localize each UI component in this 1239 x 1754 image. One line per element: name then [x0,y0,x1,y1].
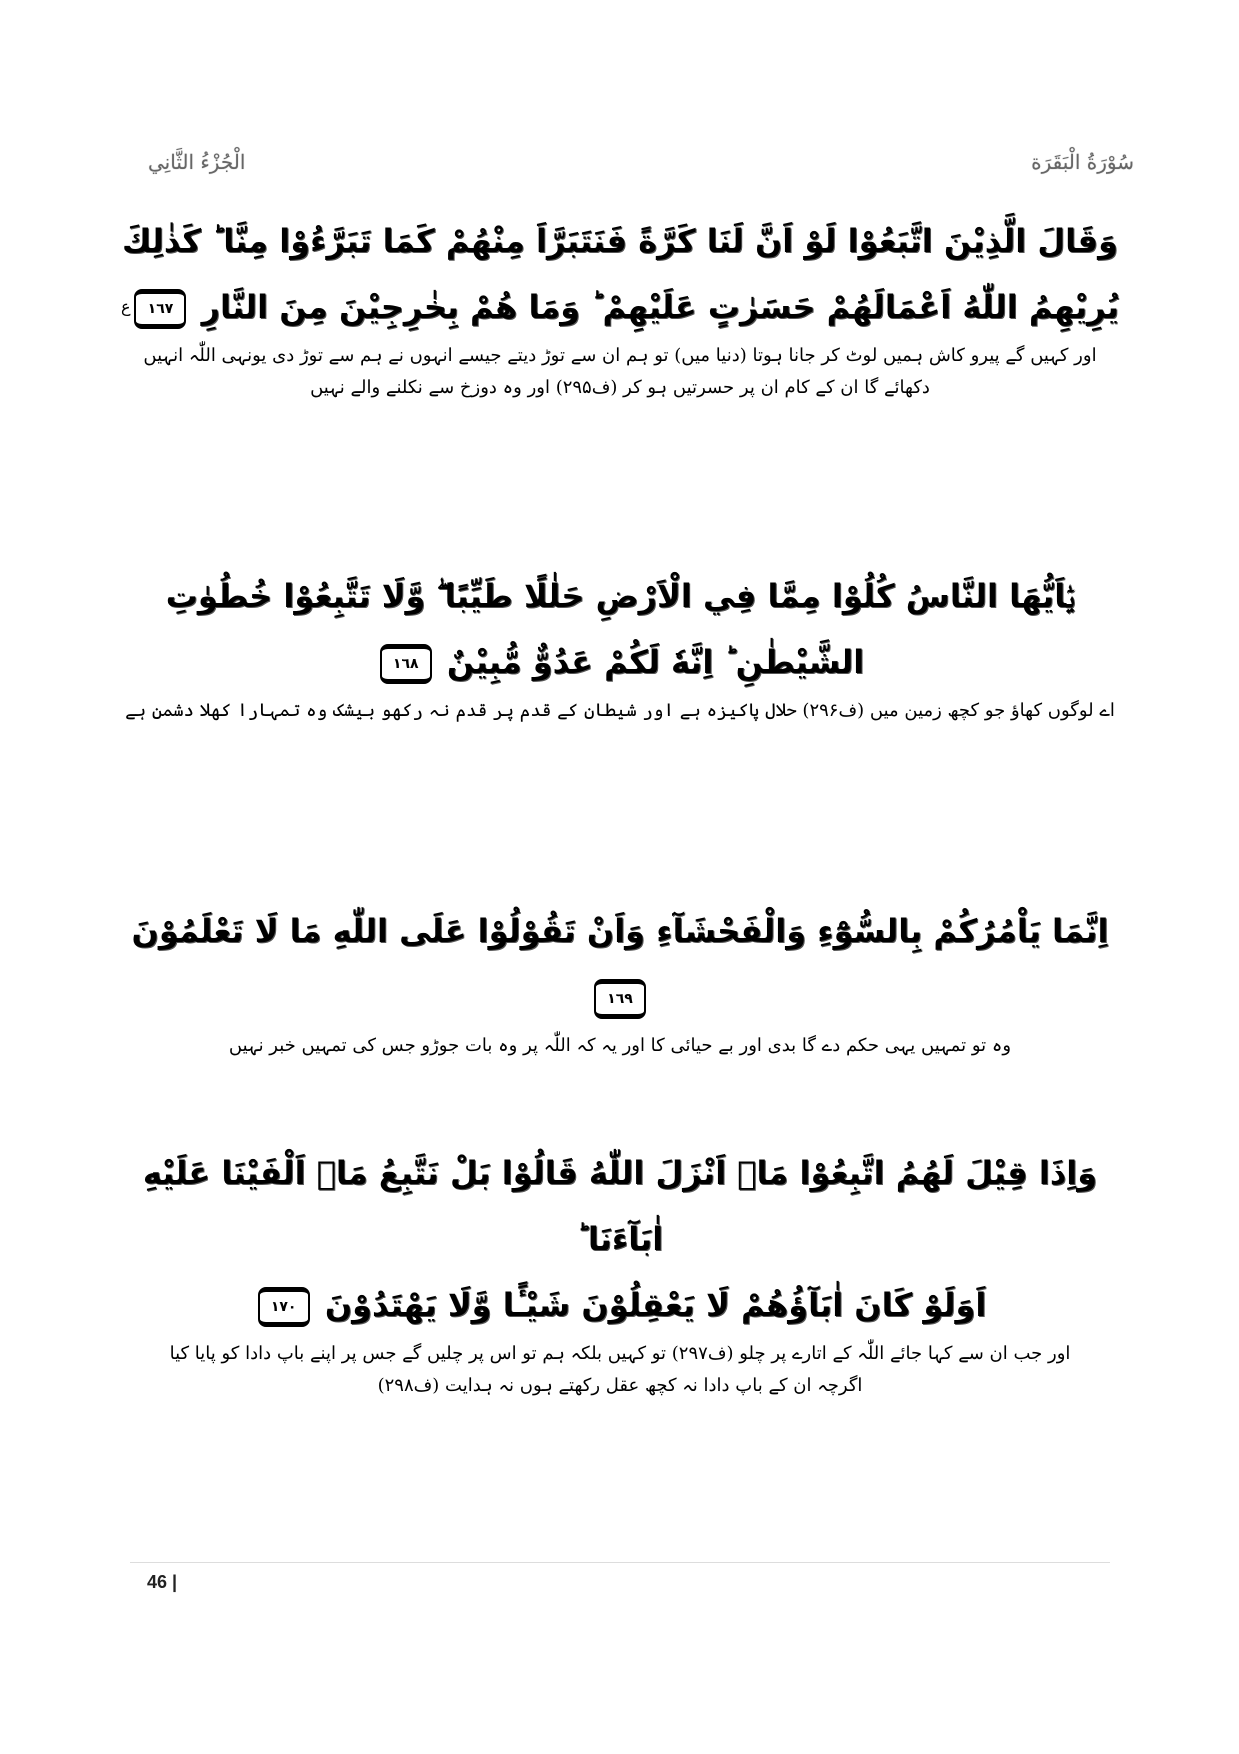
urdu-translation-line: اور کہیں گے پیرو کاش ہمیں لوٹ کر جانا ہوتا (دنیا میں) تو ہم ان سے توڑ دیتے جیسے انہوں نے ہم سے توڑ دی یونہی اللّٰہ انہیں [143,345,1097,366]
arabic-verse-text: اِنَّمَا يَاْمُرُكُمْ بِالسُّوْٓءِ وَالْفَحْشَآءِ وَاَنْ تَقُوْلُوْا عَلَى اللّٰهِ مَا لَا تَعْلَمُوْنَ [131,912,1109,950]
ayah-number-marker: ١٦٨ [380,644,432,684]
arabic-verse-text: اَوَلَوْ كَانَ اٰبَآؤُهُمْ لَا يَعْقِلُوْنَ شَيْـًٔا وَّلَا يَهْتَدُوْنَ [324,1286,987,1324]
verse-block-169 [120,898,1120,1062]
verse-block-168 [120,563,1120,727]
arabic-verse-text: يُرِيْهِمُ اللّٰهُ اَعْمَالَهُمْ حَسَرٰتٍ عَلَيْهِمْ ؕ وَمَا هُمْ بِخٰرِجِيْنَ مِنَ النَّارِ [201,288,1120,326]
arabic-verse-line: وَقَالَ الَّذِيْنَ اتَّبَعُوْا لَوْ اَنَّ لَنَا كَرَّةً فَنَتَبَرَّاَ مِنْهُمْ كَمَا تَبَرَّءُوْا مِنَّا ؕ كَذٰلِكَ [122,222,1118,260]
urdu-translation-line: اور جب ان سے کہا جائے اللّٰہ کے اتارے پر چلو (ف۲۹۷) تو کہیں بلکہ ہم تو اس پر چلیں گے جس پر اپنے باپ دادا کو پایا کیا [169,1343,1071,1364]
page-number-value: 46 [147,1572,168,1592]
footer-divider [130,1562,1110,1563]
verse-block-167 [120,208,1120,404]
arabic-verse-line: وَاِذَا قِيْلَ لَهُمُ اتَّبِعُوْا مَاۤ اَنْزَلَ اللّٰهُ قَالُوْا بَلْ نَتَّبِعُ مَاۤ اَلْفَيْنَا عَلَيْهِ اٰبَآءَنَا ؕ [142,1154,1098,1258]
ayah-number-marker: ١٦٧ [134,289,186,329]
ayah-number-marker: ١٦٩ [594,979,646,1019]
urdu-translation-line: اگرچہ ان کے باپ دادا نہ کچھ عقل رکھتے ہوں نہ ہدایت (ف۲۹۸) [377,1375,863,1396]
urdu-translation-line: دکھائے گا ان کے کام ان پر حسرتیں ہو کر (ف۲۹۵) اور وہ دوزخ سے نکلنے والے نہیں [310,377,930,398]
page-number-separator: | [172,1572,178,1592]
verse-block-170 [120,1140,1120,1402]
page-number [147,1572,177,1593]
arabic-verse-line: يٰۤاَيُّهَا النَّاسُ كُلُوْا مِمَّا فِي الْاَرْضِ حَلٰلًا طَيِّبًا ۖ وَّلَا تَتَّبِعُوْا خُطُوٰتِ [165,577,1075,615]
ruku-mark: ع [120,297,131,316]
arabic-verse-line [120,629,1120,695]
urdu-translation-line: اے لوگوں کھاؤ جو کچھ زمین میں (ف۲۹۶) حلال پاکیزہ ہے اور شیطان کے قدم پر قدم نہ رکھو بیشک وہ تمہارا کھلا دشمن ہے [125,700,1115,721]
ayah-number-marker: ١٧٠ [258,1287,310,1327]
surah-name-header: سُوْرَةُ الْبَقَرَة [1031,150,1134,174]
urdu-translation-line: وہ تو تمہیں یہی حکم دے گا بدی اور بے حیائی کا اور یہ کہ اللّٰہ پر وہ بات جوڑو جس کی تمہیں خبر نہیں [228,1035,1012,1056]
arabic-verse-line [120,1272,1120,1338]
juz-name-header: الْجُزْءُ الثَّانِي [148,150,246,174]
arabic-verse-text: الشَّيْطٰنِ ؕ اِنَّهٗ لَكُمْ عَدُوٌّ مُّبِيْنٌ [446,643,865,681]
arabic-verse-line [120,898,1120,1030]
arabic-verse-line [120,274,1120,340]
